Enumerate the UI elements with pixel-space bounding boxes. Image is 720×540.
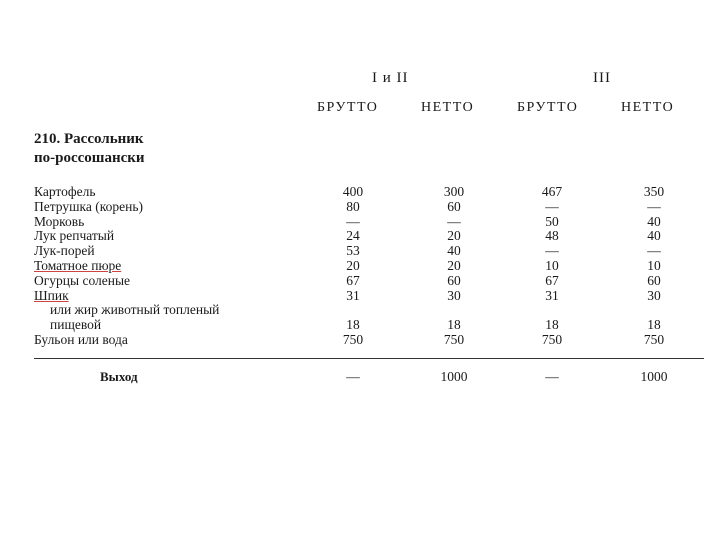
yield-brutto-3: — bbox=[545, 369, 559, 384]
cell-netto-1: 18 bbox=[447, 317, 461, 333]
table-row bbox=[0, 229, 720, 244]
cell-brutto-1: 20 bbox=[346, 257, 360, 273]
ingredient-name: Картофель bbox=[34, 184, 96, 199]
cell-netto-3: — bbox=[647, 198, 661, 214]
table-row bbox=[0, 274, 720, 289]
cell-brutto-3: 67 bbox=[545, 272, 559, 288]
ingredient-name: Лук репчатый bbox=[34, 228, 115, 244]
group-header-1-2: I и II bbox=[372, 70, 409, 86]
table-row bbox=[0, 200, 720, 215]
ingredient-name: пищевой bbox=[50, 317, 102, 333]
cell-netto-1: 20 bbox=[447, 257, 461, 273]
cell-brutto-1: 18 bbox=[346, 317, 360, 333]
cell-netto-3: 30 bbox=[647, 287, 661, 303]
ingredient-name: Морковь bbox=[34, 213, 85, 229]
ingredient-name: или жир животный топленый bbox=[50, 302, 220, 318]
table-divider bbox=[34, 358, 704, 359]
table-row bbox=[0, 215, 720, 230]
col-header-netto-1: НЕТТО bbox=[421, 100, 475, 115]
cell-netto-3: 18 bbox=[647, 317, 661, 333]
col-header-netto-3: НЕТТО bbox=[621, 100, 675, 115]
cell-brutto-1: 53 bbox=[346, 243, 360, 259]
ingredient-name: Лук-порей bbox=[34, 243, 95, 259]
cell-brutto-3: 50 bbox=[545, 213, 559, 229]
table-row bbox=[0, 318, 720, 333]
cell-netto-3: — bbox=[647, 243, 661, 259]
group-header-3: III bbox=[593, 70, 611, 86]
yield-netto-1: 1000 bbox=[440, 369, 468, 384]
ingredients-table bbox=[0, 185, 720, 348]
col-header-brutto-3: БРУТТО bbox=[517, 100, 579, 115]
ingredient-name: Огурцы соленые bbox=[34, 272, 131, 288]
recipe-title-line2: по-россошански bbox=[34, 150, 145, 166]
table-row bbox=[0, 244, 720, 259]
table-row bbox=[0, 289, 720, 304]
cell-netto-1: 20 bbox=[447, 228, 461, 244]
cell-brutto-1: — bbox=[346, 213, 360, 229]
ingredient-name: Бульон или вода bbox=[34, 331, 128, 347]
cell-brutto-3: — bbox=[545, 198, 559, 214]
recipe-title bbox=[34, 130, 294, 168]
cell-brutto-3: 10 bbox=[545, 257, 559, 273]
yield-netto-3: 1000 bbox=[640, 369, 668, 384]
cell-netto-3: 40 bbox=[647, 228, 661, 244]
cell-brutto-3: 467 bbox=[541, 184, 563, 199]
cell-brutto-1: 67 bbox=[346, 272, 360, 288]
cell-netto-3: 350 bbox=[643, 184, 665, 199]
recipe-title-line1: 210. Рассольник bbox=[34, 131, 144, 147]
table-row bbox=[0, 259, 720, 274]
cell-brutto-1: 24 bbox=[346, 228, 360, 244]
cell-netto-1: — bbox=[447, 213, 461, 229]
table-row bbox=[0, 333, 720, 348]
cell-netto-1: 300 bbox=[443, 184, 465, 199]
yield-label: Выход bbox=[100, 369, 138, 384]
cell-netto-3: 750 bbox=[643, 331, 665, 347]
cell-brutto-1: 31 bbox=[346, 287, 360, 303]
col-header-brutto-1: БРУТТО bbox=[317, 100, 379, 115]
cell-brutto-3: — bbox=[545, 243, 559, 259]
cell-brutto-3: 18 bbox=[545, 317, 559, 333]
cell-brutto-3: 750 bbox=[541, 331, 563, 347]
cell-netto-3: 10 bbox=[647, 257, 661, 273]
yield-brutto-1: — bbox=[346, 369, 360, 384]
cell-netto-1: 60 bbox=[447, 198, 461, 214]
cell-brutto-3: 31 bbox=[545, 287, 559, 303]
cell-netto-3: 60 bbox=[647, 272, 661, 288]
cell-brutto-1: 80 bbox=[346, 198, 360, 214]
cell-netto-1: 60 bbox=[447, 272, 461, 288]
cell-brutto-1: 400 bbox=[342, 184, 364, 199]
cell-netto-1: 750 bbox=[443, 331, 465, 347]
cell-netto-3: 40 bbox=[647, 213, 661, 229]
table-row bbox=[0, 185, 720, 200]
cell-netto-1: 40 bbox=[447, 243, 461, 259]
ingredient-name: Петрушка (корень) bbox=[34, 198, 143, 214]
cell-brutto-3: 48 bbox=[545, 228, 559, 244]
cell-netto-1: 30 bbox=[447, 287, 461, 303]
ingredient-name: Томатное пюре bbox=[34, 257, 122, 273]
table-row bbox=[0, 303, 720, 318]
ingredient-name: Шпик bbox=[34, 287, 69, 303]
cell-brutto-1: 750 bbox=[342, 331, 364, 347]
